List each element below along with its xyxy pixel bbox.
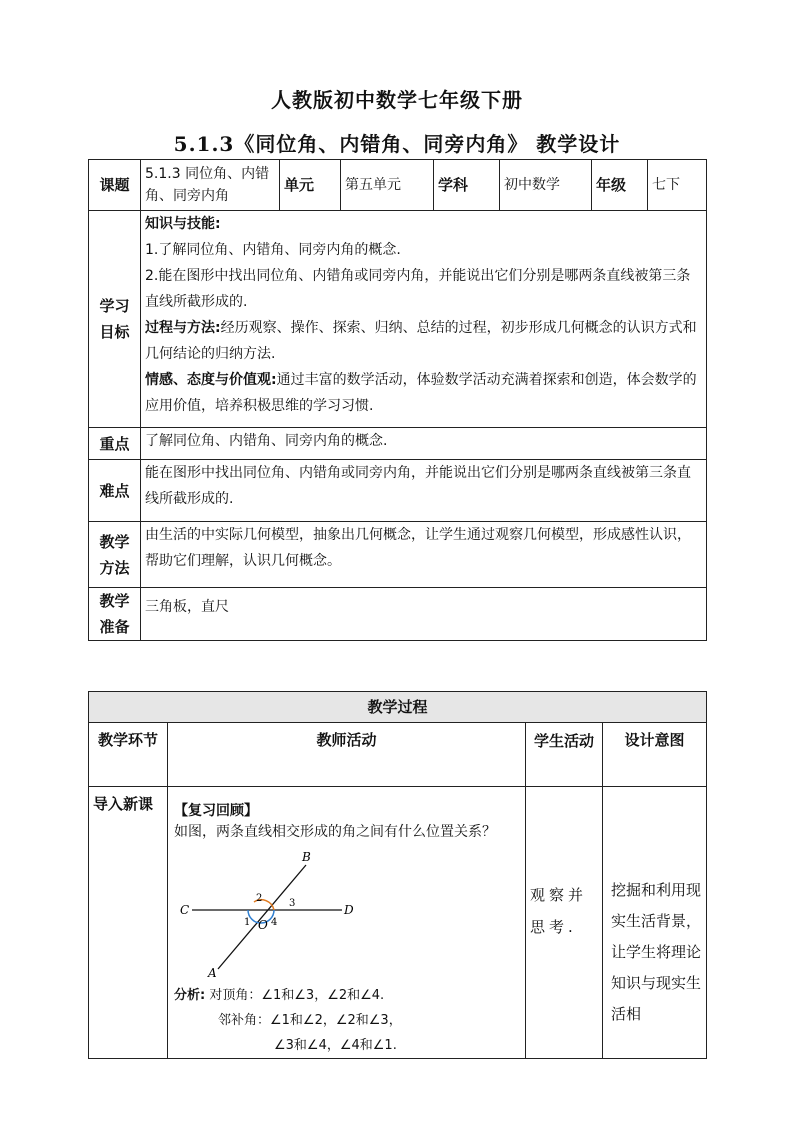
emotion-heading: 情感、态度与价值观: xyxy=(145,372,277,388)
analysis-line-2: 邻补角：∠1和∠2，∠2和∠3， xyxy=(218,1013,402,1028)
analysis-line-1 xyxy=(174,983,521,1008)
objectives-label-line2: 目标 xyxy=(99,323,130,341)
key-point-label: 重点 xyxy=(89,428,141,460)
analysis-line-3: ∠3和∠4，∠4和∠1. xyxy=(274,1038,397,1053)
unit-value: 第五单元 xyxy=(341,160,434,211)
process-header: 教学过程 xyxy=(89,692,707,723)
label-angle-3: 3 xyxy=(289,898,296,909)
keti-value: 5.1.3 同位角、内错角、同旁内角 xyxy=(141,160,280,211)
label-angle-4: 4 xyxy=(271,917,278,928)
objectives-label xyxy=(89,211,141,428)
design-intent-text: 挖掘和利用现实生活背景，让学生将理论知识与现实生活相 xyxy=(603,787,707,1059)
prep-label-line2: 准备 xyxy=(99,618,130,636)
knowledge-item-2: 2.能在图形中找出同位角、内错角或同旁内角，并能说出它们分别是哪两条直线被第三条直线所截形成的. xyxy=(145,268,691,310)
method-label-line1: 教学 xyxy=(99,532,130,551)
col-stage: 教学环节 xyxy=(89,723,168,787)
teacher-activity-content xyxy=(168,787,526,1059)
grade-value: 七下 xyxy=(648,160,707,211)
process-method-objective xyxy=(145,315,702,367)
subject-label: 学科 xyxy=(434,160,500,211)
analysis-heading: 分析: xyxy=(174,988,206,1003)
method-text: 由生活的中实际几何模型，抽象出几何概念，让学生通过观察几何模型，形成感性认识，帮助它们理解，认识几何概念。 xyxy=(141,522,707,588)
grade-label: 年级 xyxy=(592,160,648,211)
emotion-objective xyxy=(145,367,702,419)
stage-intro: 导入新课 xyxy=(89,787,168,1059)
key-point-text: 了解同位角、内错角、同旁内角的概念. xyxy=(141,428,707,460)
emotion-text: 通过丰富的数学活动，体验数学活动充满着探索和创造，体会数学的应用价值，培养积极思维的学习习惯. xyxy=(145,372,697,414)
review-question: 如图，两条直线相交形成的角之间有什么位置关系？ xyxy=(174,824,496,840)
label-angle-2: 2 xyxy=(256,893,263,904)
label-d: D xyxy=(344,903,354,917)
objectives-label-line1: 学习 xyxy=(99,297,130,315)
method-label-line2: 方法 xyxy=(99,558,130,577)
label-c: C xyxy=(180,903,190,917)
student-activity-text: 观察并思考. xyxy=(526,787,603,1059)
label-b: B xyxy=(302,850,311,864)
intersecting-lines-diagram xyxy=(178,847,368,983)
label-angle-1: 1 xyxy=(244,917,251,928)
knowledge-heading: 知识与技能: xyxy=(145,216,221,232)
label-a: A xyxy=(208,966,217,980)
col-teacher-activity: 教师活动 xyxy=(168,723,526,787)
subject-value: 初中数学 xyxy=(500,160,592,211)
unit-label: 单元 xyxy=(280,160,341,211)
document-title: 人教版初中数学七年级下册 xyxy=(271,88,523,112)
analysis-text-1: 对顶角：∠1和∠3，∠2和∠4. xyxy=(209,988,385,1003)
teaching-process-table xyxy=(88,691,707,1059)
knowledge-item-1: 1.了解同位角、内错角、同旁内角的概念. xyxy=(145,242,401,258)
col-design-intent: 设计意图 xyxy=(603,723,707,787)
process-text: 经历观察、操作、探索、归纳、总结的过程，初步形成几何概念的认识方式和几何结论的归纳方法. xyxy=(145,320,697,362)
review-tag: 【复习回顾】 xyxy=(174,803,258,819)
difficulty-label: 难点 xyxy=(89,460,141,522)
prep-label-line1: 教学 xyxy=(99,592,130,610)
prep-label xyxy=(89,588,141,641)
lesson-title: 5.1.3《同位角、内错角、同旁内角》 教学设计 xyxy=(173,132,621,156)
lesson-info-table xyxy=(88,159,707,641)
line-ab xyxy=(218,865,306,969)
label-o: O xyxy=(258,918,268,932)
method-label xyxy=(89,522,141,588)
difficulty-text: 能在图形中找出同位角、内错角或同旁内角，并能说出它们分别是哪两条直线被第三条直线所截形成的. xyxy=(141,460,707,522)
process-heading: 过程与方法: xyxy=(145,320,221,336)
keti-label: 课题 xyxy=(89,160,141,211)
prep-text: 三角板，直尺 xyxy=(141,588,707,641)
col-student-activity: 学生活动 xyxy=(526,723,603,787)
objectives-content xyxy=(141,211,707,428)
